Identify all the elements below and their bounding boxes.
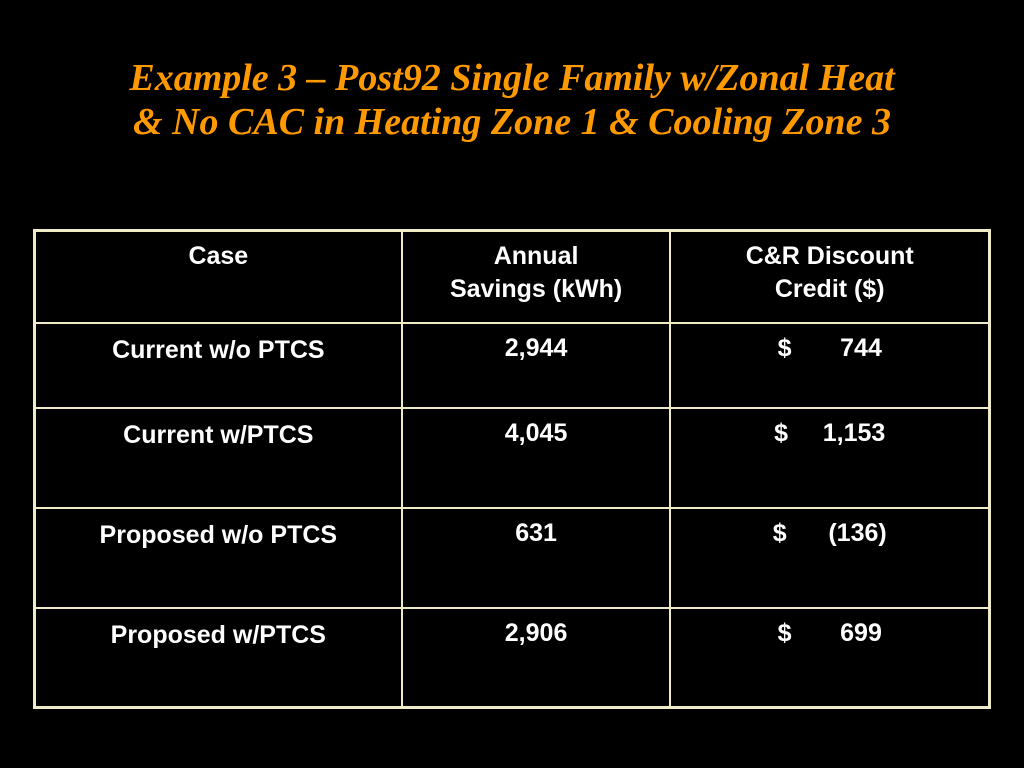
cell-case: Proposed w/PTCS	[35, 608, 402, 708]
cell-credit: $ 744	[670, 323, 989, 408]
cell-case: Current w/o PTCS	[35, 323, 402, 408]
slide-title	[0, 56, 1024, 144]
savings-table	[33, 229, 991, 709]
cell-savings: 2,944	[402, 323, 671, 408]
table-row	[35, 408, 990, 508]
slide-title-line-2: & No CAC in Heating Zone 1 & Cooling Zone 3	[133, 101, 891, 143]
header-discount-credit-label: C&R Discount Credit ($)	[745, 242, 914, 303]
cell-credit: $ 1,153	[670, 408, 989, 508]
cell-credit: $ (136)	[670, 508, 989, 608]
cell-savings: 631	[402, 508, 671, 608]
slide-title-line-1: Example 3 – Post92 Single Family w/Zonal Heat	[129, 57, 895, 99]
header-case-label: Case	[188, 242, 249, 270]
cell-case: Proposed w/o PTCS	[35, 508, 402, 608]
cell-credit: $ 699	[670, 608, 989, 708]
header-case	[35, 231, 402, 323]
table-row	[35, 508, 990, 608]
cell-savings: 2,906	[402, 608, 671, 708]
header-annual-savings-label: Annual Savings (kWh)	[449, 242, 623, 303]
cell-case: Current w/PTCS	[35, 408, 402, 508]
cell-savings: 4,045	[402, 408, 671, 508]
header-discount-credit	[670, 231, 989, 323]
table-header-row	[35, 231, 990, 323]
table-row	[35, 323, 990, 408]
table-row	[35, 608, 990, 708]
header-annual-savings	[402, 231, 671, 323]
